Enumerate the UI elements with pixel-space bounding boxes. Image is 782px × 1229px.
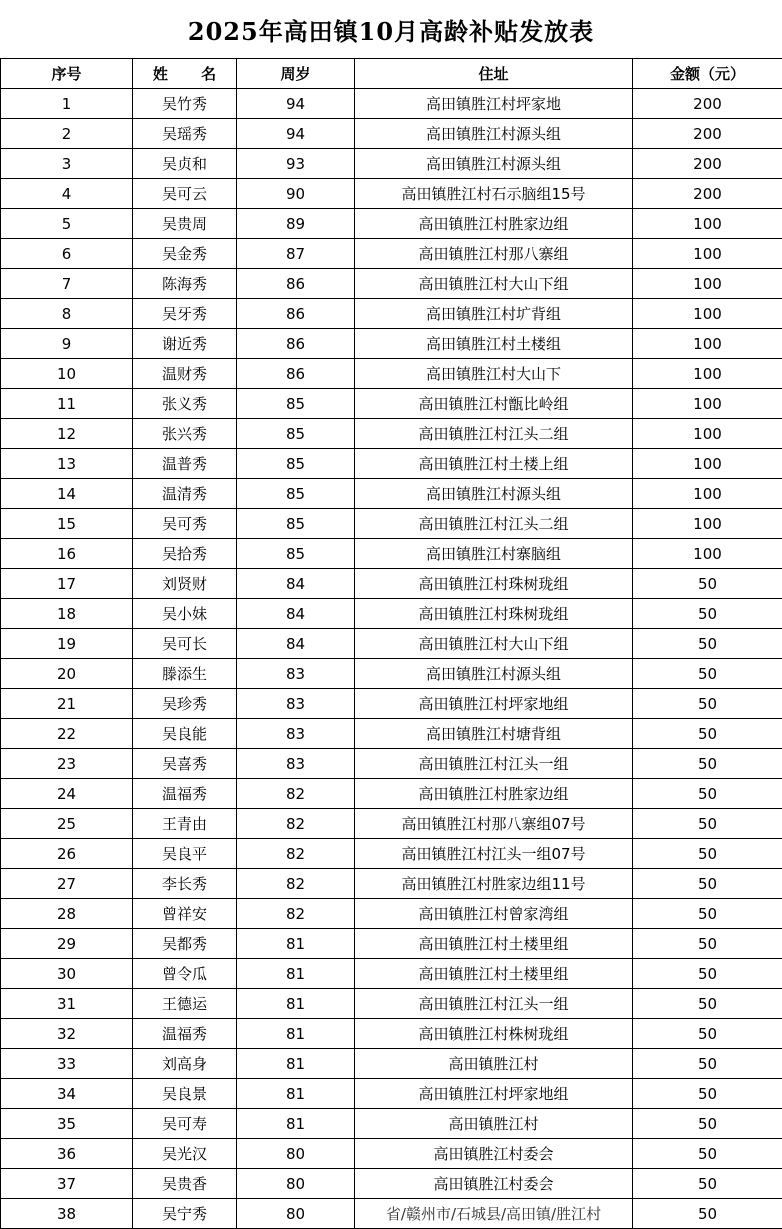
cell-no: 33 [1,1049,133,1079]
cell-amount: 50 [633,1019,782,1049]
cell-amount: 50 [633,809,782,839]
cell-age: 82 [237,869,355,899]
cell-address: 高田镇胜江村江头一组 [355,749,633,779]
cell-address: 高田镇胜江村 [355,1049,633,1079]
cell-name: 温财秀 [133,359,237,389]
cell-age: 83 [237,659,355,689]
cell-name: 刘高身 [133,1049,237,1079]
cell-no: 19 [1,629,133,659]
cell-age: 82 [237,899,355,929]
cell-address: 高田镇胜江村曾家湾组 [355,899,633,929]
cell-age: 86 [237,329,355,359]
cell-no: 20 [1,659,133,689]
cell-address: 高田镇胜江村土楼里组 [355,929,633,959]
cell-amount: 50 [633,599,782,629]
cell-address: 高田镇胜江村源头组 [355,479,633,509]
cell-name: 谢近秀 [133,329,237,359]
cell-age: 82 [237,839,355,869]
cell-no: 38 [1,1199,133,1229]
cell-address: 高田镇胜江村土楼里组 [355,959,633,989]
cell-amount: 50 [633,629,782,659]
table-row [1,269,782,299]
cell-name: 吴良能 [133,719,237,749]
cell-age: 81 [237,959,355,989]
table-row [1,299,782,329]
cell-address: 高田镇胜江村坪家地组 [355,1079,633,1109]
cell-address: 高田镇胜江村大山下组 [355,629,633,659]
cell-name: 吴瑶秀 [133,119,237,149]
cell-amount: 50 [633,869,782,899]
table-row [1,809,782,839]
cell-address: 高田镇胜江村江头二组 [355,419,633,449]
cell-age: 85 [237,389,355,419]
cell-no: 11 [1,389,133,419]
cell-no: 21 [1,689,133,719]
cell-amount: 100 [633,389,782,419]
cell-no: 15 [1,509,133,539]
table-row [1,149,782,179]
cell-no: 9 [1,329,133,359]
cell-age: 86 [237,269,355,299]
table-row [1,929,782,959]
column-header-age: 周岁 [237,59,355,89]
cell-amount: 50 [633,779,782,809]
cell-name: 王德运 [133,989,237,1019]
cell-name: 吴可秀 [133,509,237,539]
cell-amount: 200 [633,149,782,179]
table-row [1,1109,782,1139]
cell-no: 18 [1,599,133,629]
cell-no: 2 [1,119,133,149]
cell-age: 81 [237,1019,355,1049]
cell-age: 86 [237,299,355,329]
cell-address: 高田镇胜江村江头一组07号 [355,839,633,869]
cell-address: 高田镇胜江村 [355,1109,633,1139]
cell-age: 80 [237,1199,355,1229]
table-row [1,899,782,929]
cell-age: 86 [237,359,355,389]
cell-name: 温福秀 [133,779,237,809]
cell-address: 高田镇胜江村大山下组 [355,269,633,299]
cell-no: 10 [1,359,133,389]
table-row [1,599,782,629]
cell-age: 93 [237,149,355,179]
cell-name: 吴贵香 [133,1169,237,1199]
cell-address: 高田镇胜江村大山下 [355,359,633,389]
table-row [1,209,782,239]
cell-name: 吴小妹 [133,599,237,629]
cell-age: 84 [237,569,355,599]
table-row [1,629,782,659]
cell-no: 30 [1,959,133,989]
table-row [1,659,782,689]
cell-address: 高田镇胜江村坪家地 [355,89,633,119]
cell-name: 吴良平 [133,839,237,869]
cell-age: 81 [237,989,355,1019]
table-row [1,449,782,479]
cell-amount: 50 [633,929,782,959]
cell-address: 高田镇胜江村那八寨组07号 [355,809,633,839]
cell-age: 90 [237,179,355,209]
cell-name: 吴良景 [133,1079,237,1109]
cell-name: 吴珍秀 [133,689,237,719]
cell-amount: 100 [633,509,782,539]
table-row [1,1199,782,1229]
cell-address: 高田镇胜江村胜家边组 [355,209,633,239]
table-row [1,1019,782,1049]
cell-amount: 100 [633,479,782,509]
table-row [1,419,782,449]
cell-name: 李长秀 [133,869,237,899]
cell-name: 陈海秀 [133,269,237,299]
cell-address: 高田镇胜江村圹背组 [355,299,633,329]
cell-age: 83 [237,749,355,779]
cell-name: 张兴秀 [133,419,237,449]
cell-no: 26 [1,839,133,869]
cell-amount: 200 [633,89,782,119]
cell-amount: 50 [633,1139,782,1169]
cell-address: 高田镇胜江村珠树珑组 [355,599,633,629]
cell-amount: 100 [633,239,782,269]
table-row [1,329,782,359]
column-header-no: 序号 [1,59,133,89]
cell-name: 温福秀 [133,1019,237,1049]
cell-no: 5 [1,209,133,239]
cell-age: 83 [237,689,355,719]
cell-name: 王青由 [133,809,237,839]
cell-no: 34 [1,1079,133,1109]
cell-name: 吴贵周 [133,209,237,239]
table-row [1,719,782,749]
header-row [1,59,782,89]
cell-amount: 100 [633,209,782,239]
cell-age: 80 [237,1139,355,1169]
cell-amount: 100 [633,539,782,569]
cell-address: 高田镇胜江村委会 [355,1139,633,1169]
table-row [1,179,782,209]
table-row [1,1169,782,1199]
cell-no: 31 [1,989,133,1019]
cell-no: 3 [1,149,133,179]
cell-age: 85 [237,419,355,449]
table-row [1,839,782,869]
cell-no: 1 [1,89,133,119]
cell-name: 张义秀 [133,389,237,419]
cell-age: 82 [237,809,355,839]
cell-name: 吴宁秀 [133,1199,237,1229]
cell-name: 温普秀 [133,449,237,479]
cell-age: 94 [237,89,355,119]
cell-amount: 50 [633,1199,782,1229]
cell-name: 温清秀 [133,479,237,509]
cell-age: 87 [237,239,355,269]
cell-name: 吴竹秀 [133,89,237,119]
subsidy-table [0,58,782,1229]
cell-amount: 50 [633,1079,782,1109]
table-row [1,539,782,569]
table-row [1,1079,782,1109]
column-header-amount: 金额（元） [633,59,782,89]
cell-address: 高田镇胜江村源头组 [355,149,633,179]
cell-no: 32 [1,1019,133,1049]
cell-no: 6 [1,239,133,269]
cell-address: 高田镇胜江村那八寨组 [355,239,633,269]
cell-age: 85 [237,479,355,509]
cell-no: 22 [1,719,133,749]
table-row [1,509,782,539]
cell-address: 高田镇胜江村石示脑组15号 [355,179,633,209]
cell-age: 85 [237,509,355,539]
cell-amount: 50 [633,749,782,779]
cell-age: 85 [237,539,355,569]
cell-amount: 100 [633,269,782,299]
table-row [1,1139,782,1169]
cell-name: 吴牙秀 [133,299,237,329]
cell-amount: 50 [633,899,782,929]
table-row [1,479,782,509]
cell-age: 83 [237,719,355,749]
cell-name: 刘贤财 [133,569,237,599]
cell-age: 84 [237,629,355,659]
cell-age: 85 [237,449,355,479]
cell-amount: 50 [633,719,782,749]
cell-no: 4 [1,179,133,209]
cell-address: 省/赣州市/石城县/高田镇/胜江村 [355,1199,633,1229]
cell-name: 吴可寿 [133,1109,237,1139]
cell-amount: 100 [633,299,782,329]
cell-address: 高田镇胜江村胜家边组 [355,779,633,809]
cell-age: 81 [237,929,355,959]
cell-address: 高田镇胜江村寨脑组 [355,539,633,569]
cell-amount: 200 [633,179,782,209]
cell-name: 曾令瓜 [133,959,237,989]
table-row [1,359,782,389]
cell-name: 吴都秀 [133,929,237,959]
cell-amount: 200 [633,119,782,149]
cell-address: 高田镇胜江村甑比岭组 [355,389,633,419]
cell-address: 高田镇胜江村委会 [355,1169,633,1199]
cell-age: 80 [237,1169,355,1199]
cell-no: 37 [1,1169,133,1199]
table-row [1,959,782,989]
table-row [1,749,782,779]
cell-name: 吴喜秀 [133,749,237,779]
cell-amount: 50 [633,839,782,869]
table-row [1,689,782,719]
cell-no: 35 [1,1109,133,1139]
table-row [1,239,782,269]
cell-name: 吴拾秀 [133,539,237,569]
cell-name: 滕添生 [133,659,237,689]
cell-address: 高田镇胜江村坪家地组 [355,689,633,719]
cell-no: 24 [1,779,133,809]
table-row [1,119,782,149]
table-row [1,89,782,119]
cell-no: 7 [1,269,133,299]
table-row [1,1049,782,1079]
cell-no: 23 [1,749,133,779]
cell-name: 吴可云 [133,179,237,209]
cell-age: 81 [237,1079,355,1109]
cell-address: 高田镇胜江村源头组 [355,119,633,149]
table-row [1,569,782,599]
cell-no: 16 [1,539,133,569]
cell-no: 8 [1,299,133,329]
cell-amount: 50 [633,689,782,719]
cell-address: 高田镇胜江村株树珑组 [355,1019,633,1049]
cell-no: 25 [1,809,133,839]
cell-amount: 50 [633,1109,782,1139]
column-header-address: 住址 [355,59,633,89]
cell-name: 吴光汉 [133,1139,237,1169]
cell-amount: 50 [633,659,782,689]
cell-address: 高田镇胜江村土楼组 [355,329,633,359]
cell-amount: 50 [633,1169,782,1199]
cell-age: 81 [237,1049,355,1079]
cell-amount: 50 [633,959,782,989]
cell-age: 81 [237,1109,355,1139]
cell-no: 13 [1,449,133,479]
cell-address: 高田镇胜江村土楼上组 [355,449,633,479]
cell-age: 89 [237,209,355,239]
cell-amount: 100 [633,449,782,479]
cell-no: 17 [1,569,133,599]
cell-name: 吴金秀 [133,239,237,269]
cell-amount: 50 [633,569,782,599]
cell-name: 吴可长 [133,629,237,659]
cell-no: 29 [1,929,133,959]
cell-no: 36 [1,1139,133,1169]
cell-no: 14 [1,479,133,509]
cell-address: 高田镇胜江村江头一组 [355,989,633,1019]
cell-age: 94 [237,119,355,149]
cell-age: 84 [237,599,355,629]
cell-age: 82 [237,779,355,809]
cell-address: 高田镇胜江村珠树珑组 [355,569,633,599]
cell-no: 28 [1,899,133,929]
table-row [1,989,782,1019]
table-row [1,389,782,419]
table-row [1,869,782,899]
cell-name: 曾祥安 [133,899,237,929]
column-header-name: 姓 名 [133,59,237,89]
cell-no: 27 [1,869,133,899]
table-row [1,779,782,809]
cell-amount: 50 [633,989,782,1019]
cell-amount: 100 [633,419,782,449]
cell-name: 吴贞和 [133,149,237,179]
cell-address: 高田镇胜江村源头组 [355,659,633,689]
cell-no: 12 [1,419,133,449]
cell-amount: 100 [633,329,782,359]
cell-amount: 100 [633,359,782,389]
cell-address: 高田镇胜江村塘背组 [355,719,633,749]
page-title: 2025年高田镇10月高龄补贴发放表 [0,0,782,58]
cell-address: 高田镇胜江村胜家边组11号 [355,869,633,899]
cell-amount: 50 [633,1049,782,1079]
cell-address: 高田镇胜江村江头二组 [355,509,633,539]
